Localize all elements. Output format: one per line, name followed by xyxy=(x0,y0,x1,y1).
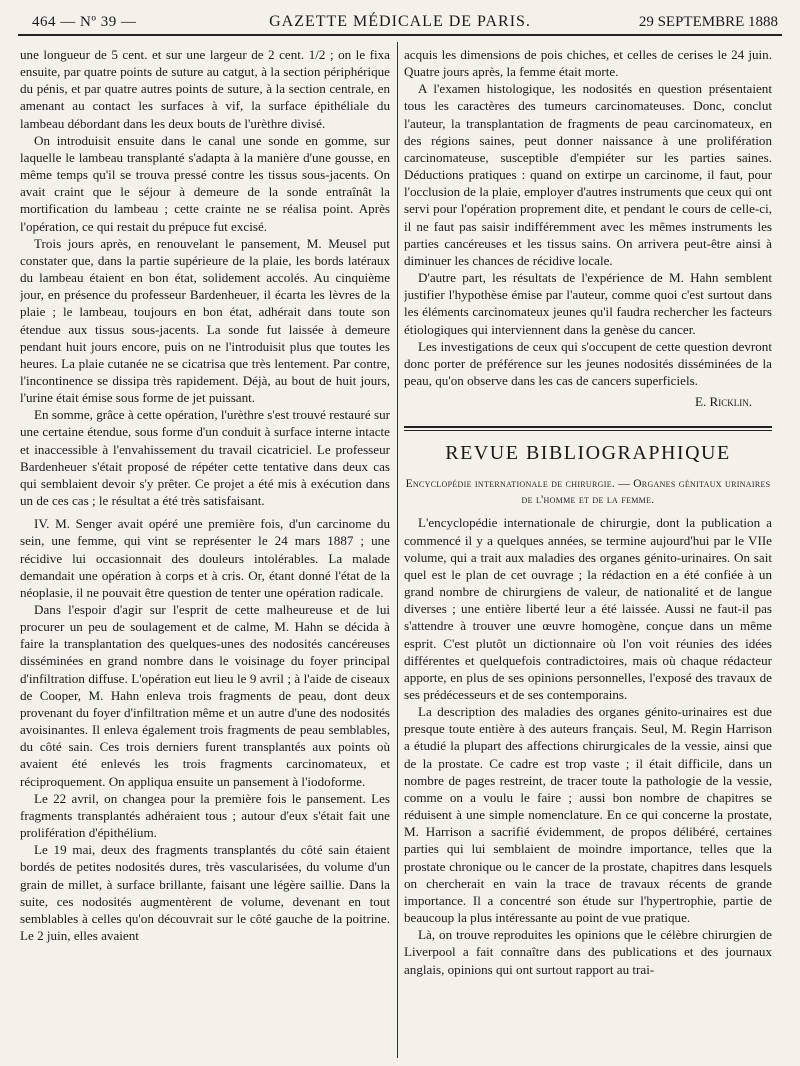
review-subheading: Encyclopédie internationale de chirurgie. — Organes génitaux urinaires de l'homme et de la femme. xyxy=(405,478,771,507)
paragraph: IV. M. Senger avait opéré une première fois, d'un carcinome du sein, une femme, qui vint se représenter le 24 mars 1887 ; une récidive lui occasionnait des douleurs intolérables. La malade demandait une opération à corps et à cris. Or, étant donné l'état de la néoplasie, il ne pouvait être question de tenter une opération radicale. xyxy=(20,516,390,600)
right-column xyxy=(404,46,772,1058)
paragraph: D'autre part, les résultats de l'expérience de M. Hahn semblent justifier l'hypothèse émise par l'auteur, comme quoi c'est surtout dans les éléments carcinomateux jeunes qu'il faudra rechercher les facteurs étiologiques qui interviennent dans la genèse du cancer. xyxy=(404,270,772,337)
section-divider xyxy=(404,426,772,428)
journal-title: GAZETTE MÉDICALE DE PARIS. xyxy=(269,13,531,30)
page-header xyxy=(18,10,782,36)
paragraph: Le 22 avril, on changea pour la première fois le pansement. Les fragments transplantés adhéraient tous ; autour d'eux s'était fait une prolifération d'épithélium. xyxy=(20,790,390,841)
paragraph: En somme, grâce à cette opération, l'urèthre s'est trouvé restauré sur une certaine étendue, sous forme d'un conduit à surface interne intacte et inaccessible à l'envahissement du travail cicatriciel. Le professeur Bardenheuer s'était proposé de répéter cette tentative dans deux cas qui semblaient devoir s'y prêter. Ce projet a été mis à exécution dans un de ces cas ; le résultat a été très satisfaisant. xyxy=(20,407,390,509)
column-divider xyxy=(397,42,398,1058)
section-divider-thin xyxy=(404,430,772,431)
section-title: REVUE BIBLIOGRAPHIQUE xyxy=(445,442,731,465)
paragraph: On introduisit ensuite dans le canal une sonde en gomme, sur laquelle le lambeau transplanté s'adapta à la manière d'une gousse, en même temps qu'il se trouva pressé contre les tissus sous-jacents. On avait craint que le séjour à demeure de la sonde entraînât la mortification du lambeau ; cette crainte ne se réalisa point. Après l'opération, ce qui restait du prépuce fut excisé. xyxy=(20,132,390,234)
author-signature: E. Ricklin. xyxy=(694,394,752,410)
paragraph: L'encyclopédie internationale de chirurgie, dont la publication a commencé il y a quelques années, se termine aujourd'hui par le VIIe volume, qui a trait aux maladies des organes génito-urinaires. On sait quel est le plan de cet ouvrage ; la rédaction en a été confiée à un grand nombre de chirurgiens de valeur, de nationalité et de langue diverses ; une entière liberté leur a été laissée. Aussi ne faut-il pas s'attendre à trouver une œuvre homogène, conçue dans un même esprit. C'est plutôt un dictionnaire où l'on voit réunies des idées différentes et quelquefois contradictoires, mais où chaque rédacteur apporte, en plus de ses opinions personnelles, l'exposé des travaux de ses prédécesseurs et de ses contemporains. xyxy=(404,515,772,702)
page-number: 464 — Nº 39 — xyxy=(32,14,137,30)
paragraph: Le 19 mai, deux des fragments transplantés du côté sain étaient bordés de petites nodosités dures, très vascularisées, du volume d'un grain de millet, à surface brillante, faisant une légère saillie. Dans la suite, ces nodosités augmentèrent de volume, devenant en tout semblables à celles qu'on découvrait sur le côté gauche de la poitrine. Le 2 juin, elles avaient xyxy=(20,842,390,943)
paragraph: acquis les dimensions de pois chiches, et celles de cerises le 24 juin. Quatre jours après, la femme était morte. xyxy=(404,47,772,80)
paragraph: Les investigations de ceux qui s'occupent de cette question devront donc porter de préférence sur les jeunes nodosités disséminées de la peau, qu'on observe dans les cas de cancers superficiels. xyxy=(404,338,772,388)
paragraph: La description des maladies des organes génito-urinaires est due presque toute entière à des auteurs français. Seul, M. Regin Harrison a étudié la plupart des affections chirurgicales de la vessie, ainsi que de la prostate. Ce cadre est trop vaste ; il était difficile, dans un nombre de pages restreint, de tracer toute la pathologie de la vessie, comme on a voulu le faire ; aussi bon nombre de chapitres se réduisent à une simple nomenclature. En ce qui concerne la prostate, M. Harrison a sacrifié évidemment, de propos délibéré, certaines parties qui lui semblaient de moindre importance, telles que la prostate chronique ou le cancer de la prostate, chapitres dans lesquels on chercherait en vain la trace de travaux récents de grande importance. Il a concentré son étude sur l'hypertrophie, partie de beaucoup la plus intéressante au point de vue pratique. xyxy=(404,704,772,926)
paragraph: Trois jours après, en renouvelant le pansement, M. Meusel put constater que, dans la partie supérieure de la plaie, les bords latéraux du lambeau étaient en bon état, solidement accolés. Au cinquième jour, en présence du professeur Bardenheuer, il écarta les lèvres de la plaie ; le lambeau, toujours en bon état, adhérait dans toute son étendue aux tissus sous-jacents. La sonde fut laissée à demeure pendant huit jours encore, puis on ne l'introduisit plus que toutes les heures. La plaie cutanée ne se cicatrisa que très lentement. Par contre, l'incontinence se dissipa très rapidement. Déjà, au bout de huit jours, l'urine était émise sous forme de jet puissant. xyxy=(20,235,390,406)
paragraph: A l'examen histologique, les nodosités en question présentaient tous les caractères des tumeurs carcinomateuses. Donc, conclut l'auteur, la transplantation de fragments de peau carcinomateux, en des régions saines, peut donner naissance à une prolifération carcinomateuse, susceptible d'empiéter sur les parties saines. Déductions pratiques : quand on extirpe un carcinome, il faut, pour l'occlusion de la plaie, employer d'autres instruments que ceux qui ont servi pour l'opération proprement dite, et pendant le cours de celle-ci, il ne faut pas saisir indifféremment avec les mêmes instruments les parties cancéreuses et les tissus sains. On arrivera peut-être ainsi à diminuer les chances de récidive locale. xyxy=(404,81,772,268)
paragraph: Là, on trouve reproduites les opinions que le célèbre chirurgien de Liverpool a fait connaître dans des publications et des journaux anglais, opinions qui ont surtout rapport au trai- xyxy=(404,927,772,977)
issue-date: 29 SEPTEMBRE 1888 xyxy=(638,14,778,30)
paragraph: Dans l'espoir d'agir sur l'esprit de cette malheureuse et de lui procurer un peu de soulagement et de calme, M. Hahn se décida à faire la transplantation des quelques-unes des nodosités cancéreuses disséminées en grand nombre dans le voisinage du foyer principal d'infiltration diffuse. L'opération eut lieu le 9 avril ; à l'aide de ciseaux de Cooper, M. Hahn enleva trois fragments de peau, dont deux provenant du foyer d'infiltration même et un autre d'une des nodosités avoisinantes. Il enleva également trois fragments de peau semblables, du côté sain. Ces trois derniers furent transplantés aux points où avaient été enlevés les trois fragments carcinomateux, et réciproquement. On appliqua ensuite un pansement à l'iodoforme. xyxy=(20,602,390,789)
left-column xyxy=(20,46,390,1058)
paragraph: une longueur de 5 cent. et sur une largeur de 2 cent. 1/2 ; on le fixa ensuite, par quatre points de suture au catgut, à la section périphérique du pénis, et par quatre autres points de suture, à la section centrale, en amenant au contact les surfaces à vif, la surface épithéliale du lambeau débordant dans les deux bouts de l'urèthre divisé. xyxy=(20,47,390,131)
